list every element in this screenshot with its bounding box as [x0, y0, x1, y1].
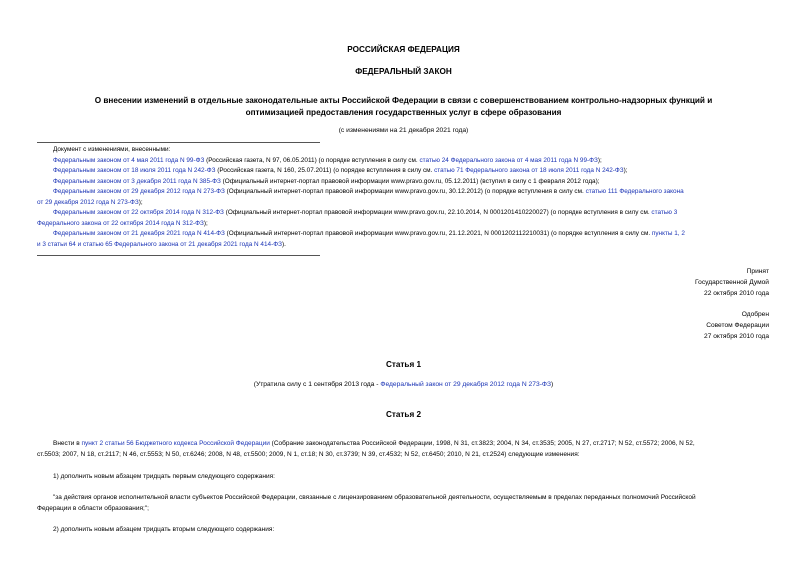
- article-1-note-link[interactable]: Федеральный закон от 29 декабря 2012 года N 273-ФЗ: [380, 381, 552, 388]
- amendment-article-link[interactable]: статью 71 Федерального закона от 18 июля 2011 года N 242-ФЗ: [434, 167, 624, 174]
- amendment-item-continued: от 29 декабря 2012 года N 273-ФЗ);: [37, 198, 143, 206]
- divider-bottom: [37, 255, 320, 256]
- amendment-item: Федеральным законом от 4 мая 2011 года N 99-ФЗ (Российская газета, N 97, 06.05.2011) (о порядке вступления в силу см. статью 24 Федерального закона от 4 мая 2011 года N 99-ФЗ);: [53, 156, 602, 164]
- law-title-line-1: О внесении изменений в отдельные законодательные акты Российской Федерации в связи с совершенствованием контрольно-надзорных функций и: [94, 96, 713, 105]
- adoption-council: Советом Федерации: [706, 322, 769, 329]
- divider-top: [37, 142, 320, 143]
- amendment-item: Федеральным законом от 29 декабря 2012 года N 273-ФЗ (Официальный интернет-портал правовой информации www.pravo.gov.ru, 30.12.2012) (о порядке вступления в силу см. статью 111 Федерального закона: [53, 188, 684, 195]
- amendment-link[interactable]: Федеральным законом от 4 мая 2011 года N 99-ФЗ: [53, 156, 205, 164]
- amendment-link[interactable]: Федеральным законом от 22 октября 2014 года N 312-ФЗ: [53, 209, 224, 216]
- law-title-line-2: оптимизацией предоставления государственных услуг в сфере образования: [245, 107, 562, 117]
- amendment-item: Федеральным законом от 21 декабря 2021 года N 414-ФЗ (Официальный интернет-портал правовой информации www.pravo.gov.ru, 21.12.2021, N 0001202112210031) (о порядке вступления в силу см. пункты 1, 2: [53, 230, 685, 237]
- amendment-link[interactable]: Федеральным законом от 21 декабря 2021 года N 414-ФЗ: [53, 230, 225, 237]
- adoption-duma: Государственной Думой: [695, 279, 769, 286]
- revision-note: (с изменениями на 21 декабря 2021 года): [338, 127, 469, 134]
- article-2-item-1-text: 1) дополнить новым абзацем тридцать первым следующего содержания:: [53, 473, 275, 480]
- amendment-item: Федеральным законом от 3 декабря 2011 года N 385-ФЗ (Официальный интернет-портал правовой информации www.pravo.gov.ru, 05.12.2011) (вступил в силу с 1 февраля 2012 года);: [53, 177, 600, 185]
- amendments-intro: Документ с изменениями, внесенными:: [53, 146, 171, 153]
- amendment-article-link[interactable]: пункты 1, 2: [651, 230, 685, 237]
- article-1-heading: Статья 1: [385, 360, 422, 369]
- article-2-item-2: [37, 524, 769, 535]
- adoption-accepted: Принят: [746, 268, 769, 275]
- amendment-article-link[interactable]: статью 111 Федерального закона: [585, 188, 684, 195]
- article-2-item-2-text: 2) дополнить новым абзацем тридцать вторым следующего содержания:: [53, 526, 275, 533]
- article-2-quote-line-2: Федерации в области образования;";: [37, 505, 149, 512]
- article-2-paragraph-continued: ст.5503; 2007, N 18, ст.2117; N 46, ст.5553; N 50, ст.6246; 2008, N 48, ст.5500; 2009, N 1, ст.18; N 30, ст.3739; N 39, ст.4532; N 52, ст.6450; 2010, N 21, ст.2524) следующие изменения:: [37, 451, 580, 458]
- article-2-paragraph: Внести в пункт 2 статьи 56 Бюджетного кодекса Российской Федерации (Собрание законодательства Российской Федерации, 1998, N 31, ст.3823; 2004, N 34, ст.3535; 2005, N 27, ст.2717; N 52, ст.5572; 2006, N 52,: [53, 440, 695, 447]
- article-2-quote-line-1: "за действия органов исполнительной власти субъектов Российской Федерации, связанные с лицензированием образовательной деятельности, осуществляемым в пределах переданных полномочий Российской: [53, 494, 696, 501]
- article-2-heading: Статья 2: [385, 410, 422, 419]
- amendment-item: Федеральным законом от 22 октября 2014 года N 312-ФЗ (Официальный интернет-портал правовой информации www.pravo.gov.ru, 22.10.2014, N 0001201410220027) (о порядке вступления в силу см. статью 3: [53, 209, 678, 216]
- adoption-council-date: 27 октября 2010 года: [704, 333, 769, 340]
- law-title: [0, 95, 807, 118]
- adoption-approved: Одобрен: [741, 311, 769, 318]
- amendment-link[interactable]: Федеральным законом от 3 декабря 2011 года N 385-ФЗ: [53, 177, 221, 185]
- amendment-item-continued: Федерального закона от 22 октября 2014 года N 312-ФЗ);: [37, 219, 208, 227]
- article-2-quote: [37, 492, 769, 514]
- article-2-item-1: [37, 471, 769, 482]
- amendment-article-link[interactable]: от 29 декабря 2012 года N 273-ФЗ: [37, 198, 139, 206]
- amendment-article-link[interactable]: статью 24 Федерального закона от 4 мая 2011 года N 99-ФЗ: [419, 156, 598, 164]
- amendment-item-continued: и 3 статьи 64 и статью 65 Федерального закона от 21 декабря 2021 года N 414-ФЗ).: [37, 240, 286, 248]
- amendment-article-link[interactable]: и 3 статьи 64 и статью 65 Федерального закона от 21 декабря 2021 года N 414-ФЗ: [37, 240, 282, 248]
- article-2-body: [37, 438, 769, 460]
- law-type-heading: ФЕДЕРАЛЬНЫЙ ЗАКОН: [355, 67, 452, 76]
- amendment-article-link[interactable]: Федерального закона от 22 октября 2014 года N 312-ФЗ: [37, 219, 204, 227]
- adoption-duma-date: 22 октября 2010 года: [704, 290, 769, 297]
- amendment-item: Федеральным законом от 18 июля 2011 года N 242-ФЗ (Российская газета, N 160, 25.07.2011) (о порядке вступления в силу см. статью 71 Федерального закона от 18 июля 2011 года N 242-ФЗ);: [53, 167, 628, 174]
- amendment-link[interactable]: Федеральным законом от 29 декабря 2012 года N 273-ФЗ: [53, 188, 225, 195]
- council-approval: [704, 309, 769, 342]
- duma-adoption: [695, 266, 769, 299]
- amendments-block: [37, 145, 769, 250]
- amendment-article-link[interactable]: статью 3: [651, 209, 678, 216]
- amendment-link[interactable]: Федеральным законом от 18 июля 2011 года N 242-ФЗ: [53, 167, 216, 174]
- article-1-note: (Утратила силу с 1 сентября 2013 года - Федеральный закон от 29 декабря 2012 года N 273-ФЗ): [253, 381, 554, 388]
- country-heading: РОССИЙСКАЯ ФЕДЕРАЦИЯ: [347, 45, 460, 54]
- budget-code-link[interactable]: пункт 2 статьи 56 Бюджетного кодекса Российской Федерации: [81, 440, 270, 447]
